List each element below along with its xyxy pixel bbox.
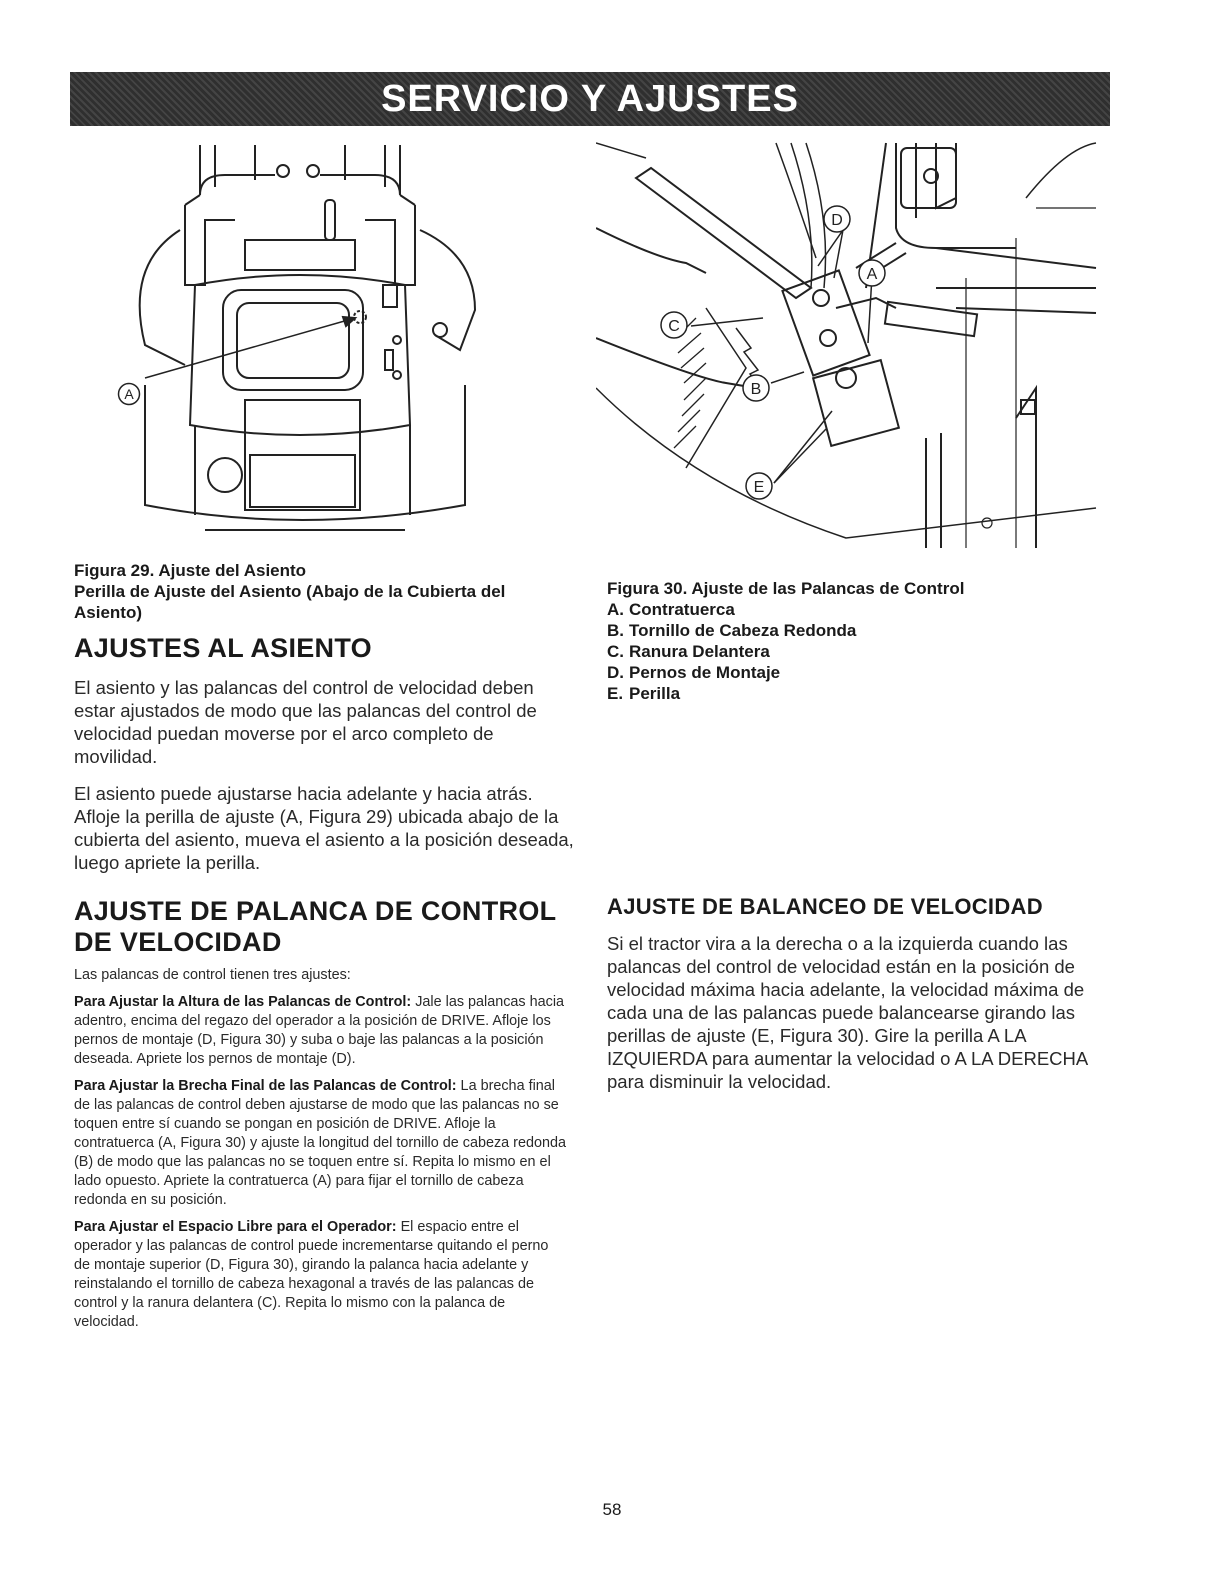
callout-e-fig30: E: [753, 479, 765, 496]
figure-29-caption-title: Figura 29. Ajuste del Asiento: [74, 561, 307, 580]
page-title: SERVICIO Y AJUSTES: [381, 77, 799, 120]
legend-item: [607, 599, 1107, 620]
figure-30-illustration: [596, 138, 1101, 553]
figure-30-legend: [607, 599, 1107, 704]
legend-key: A.: [607, 600, 624, 619]
balance-heading: AJUSTE DE BALANCEO DE VELOCIDAD: [607, 894, 1043, 919]
seat-heading: AJUSTES AL ASIENTO: [74, 633, 372, 663]
lever-item-clearance-label: Para Ajustar el Espacio Libre para el Operador:: [74, 1219, 397, 1235]
legend-item: [607, 641, 1107, 662]
lever-item-gap: [74, 1077, 574, 1210]
legend-text: Ranura Delantera: [629, 642, 770, 661]
balance-paragraph: Si el tractor vira a la derecha o a la izquierda cuando las palancas del control de velocidad están en la posición de velocidad máxima hacia adelante, la velocidad máxima de cada una de las palancas puede balancearse girando las perillas de ajuste (E, Figura 30). Gire la perilla A LA IZQUIERDA para aumentar la velocidad o A LA DERECHA para disminuir la velocidad.: [607, 933, 1088, 1092]
callout-d-fig30: D: [831, 212, 843, 229]
header-banner: [70, 72, 1110, 126]
legend-item: [607, 662, 1107, 683]
lever-item-clearance: [74, 1218, 566, 1332]
legend-key: E.: [607, 684, 624, 703]
seat-paragraph-2: El asiento puede ajustarse hacia adelante y hacia atrás. Afloje la perilla de ajuste (A, Figura 29) ubicada abajo de la cubierta del asiento, mueva el asiento a la posición deseada, luego apriete la perilla.: [74, 783, 574, 873]
figure-30-caption-title: Figura 30. Ajuste de las Palancas de Control: [607, 579, 965, 598]
lever-item-height-label: Para Ajustar la Altura de las Palancas de Control:: [74, 994, 412, 1010]
lever-item-height: [74, 993, 566, 1069]
legend-item: [607, 683, 1107, 704]
callout-b-fig30: B: [750, 381, 762, 398]
lever-intro: Las palancas de control tienen tres ajustes:: [74, 967, 351, 983]
lever-item-height-text: Jale las palancas hacia adentro, encima del regazo del operador a la posición de DRIVE. Afloje los pernos de montaje (D, Figura 30) y suba o baje las palancas a la posición deseada. Apriete los pernos de montaje (D).: [74, 994, 565, 1067]
legend-text: Perilla: [629, 684, 681, 703]
legend-text: Contratuerca: [629, 600, 735, 619]
callout-a-fig29: A: [124, 386, 134, 402]
right-column: [607, 578, 1107, 1093]
legend-text: Tornillo de Cabeza Redonda: [629, 621, 857, 640]
lever-item-clearance-text: El espacio entre el operador y las palancas de control puede incrementarse quitando el perno de montaje superior (D, Figura 30), girando la palanca hacia adelante y reinstalando el tornillo de cabeza hexagonal a través de las palancas de control y la ranura delantera (C). Repita lo mismo con la palanca de velocidad.: [74, 1219, 549, 1330]
page-number: 58: [602, 1500, 622, 1519]
lever-item-gap-text: La brecha final de las palancas de control deben ajustarse de modo que las palancas no se toquen entre sí cuando se pongan en posición de DRIVE. Afloje la contratuerca (A, Figura 30) y ajuste la longitud del tornillo de cabeza redonda (B) de modo que las palancas no se toquen entre sí. Repita lo mismo en el lado opuesto. Apriete la contratuerca (A) para fijar el tornillo de cabeza redonda en su posición.: [74, 1078, 566, 1208]
legend-key: C.: [607, 642, 624, 661]
figure-29-illustration: [105, 135, 505, 545]
legend-text: Pernos de Montaje: [629, 663, 781, 682]
legend-key: D.: [607, 663, 624, 682]
seat-paragraph-1: El asiento y las palancas del control de velocidad deben estar ajustados de modo que las palancas del control de velocidad puedan moverse por el arco completo de movilidad.: [74, 677, 537, 767]
left-column: [74, 560, 574, 1332]
callout-a-fig30: A: [866, 266, 878, 283]
legend-key: B.: [607, 621, 624, 640]
callout-c-fig30: C: [668, 318, 680, 335]
lever-heading-line-2: DE VELOCIDAD: [74, 927, 282, 957]
lever-item-gap-label: Para Ajustar la Brecha Final de las Palancas de Control:: [74, 1078, 457, 1094]
legend-item: [607, 620, 1107, 641]
lever-heading-line-1: AJUSTE DE PALANCA DE CONTROL: [74, 896, 557, 926]
figure-29-caption-sub: Perilla de Ajuste del Asiento (Abajo de la Cubierta del Asiento): [74, 582, 506, 622]
